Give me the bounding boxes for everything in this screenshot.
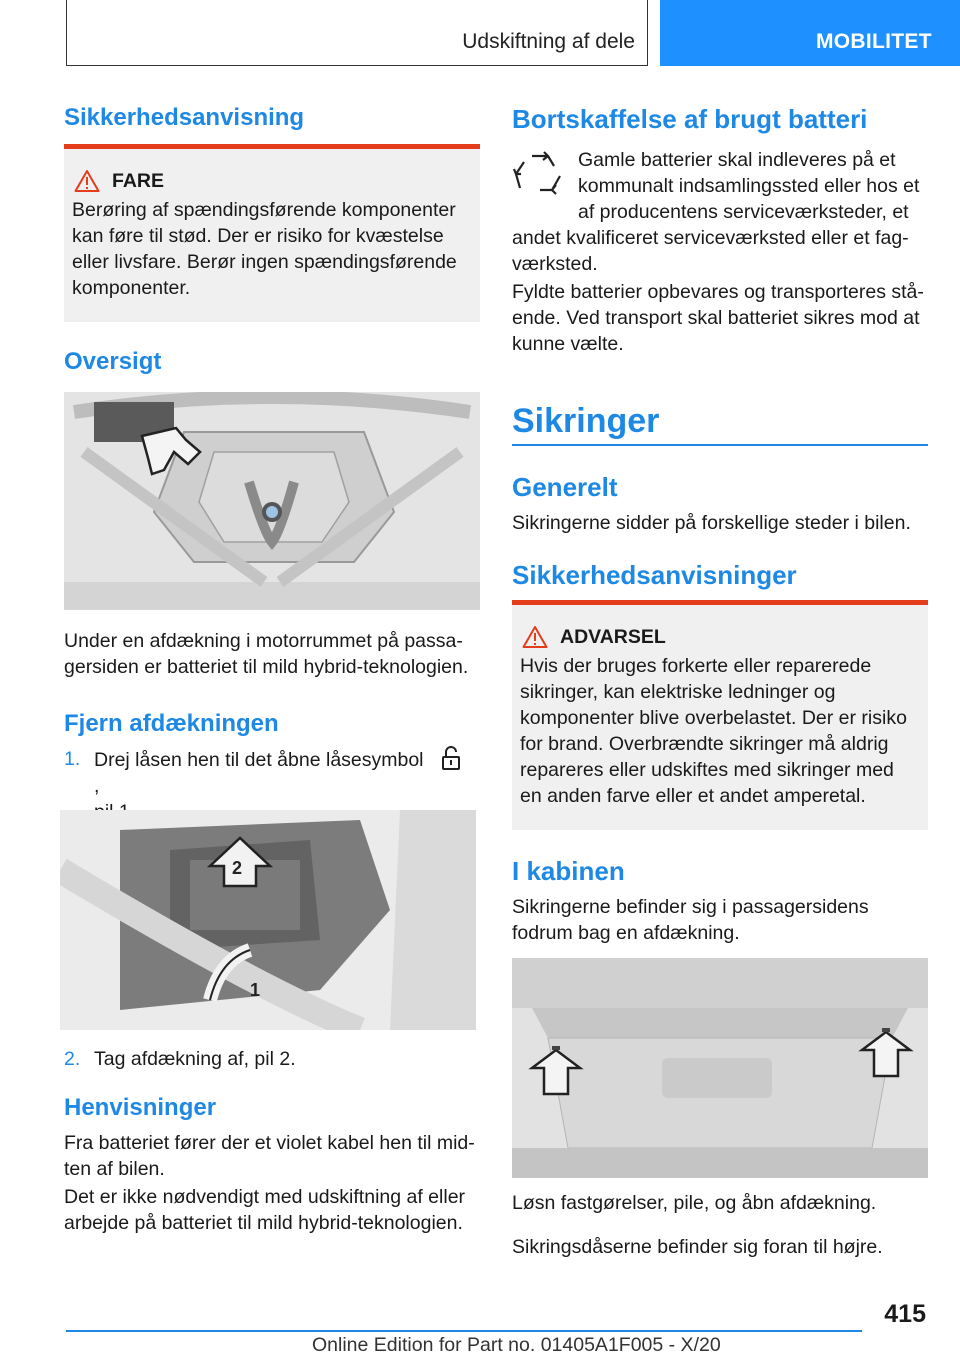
header-section-title: Udskiftning af dele xyxy=(462,30,635,53)
step-text: Tag afdækning af, pil 2. xyxy=(94,1048,296,1070)
cabin-caption: Løsn fastgørelser, pile, og åbn afdækning. xyxy=(512,1192,877,1214)
footer-rule xyxy=(66,1330,862,1332)
header-section-box xyxy=(66,0,648,66)
disposal-line: Gamle batterier skal indleveres på et xyxy=(578,149,896,171)
engine-bay-drawing xyxy=(64,392,480,610)
notes-paragraph-1: Fra batteriet fører der et violet kabel hen til midten af bilen. xyxy=(64,1132,475,1180)
engine-bay-image xyxy=(64,392,480,610)
remove-cover-heading: Fjern afdækningen xyxy=(64,710,279,737)
warning-box xyxy=(512,600,928,830)
header-chapter-tab[interactable]: MOBILITET xyxy=(660,0,960,66)
warning-triangle-icon xyxy=(522,625,548,649)
warning-text: Hvis der bruges forkerte eller reparerede sikringer, kan elektriske ledninger og komponenter blive overbelastet. Der er risiko for brand. Overbrændte sikringer må aldrig repareres eller udskiftes med sikringer med en anden farve eller et andet amperetal. xyxy=(520,655,907,807)
disposal-line: af producentens serviceværksteder, et xyxy=(578,201,909,223)
step-2 xyxy=(64,1046,480,1072)
notes-paragraph-2: Det er ikke nødvendigt med udskiftning af eller arbejde på batteriet til mild hybrid-teknologien. xyxy=(64,1186,466,1234)
unlocked-padlock-icon xyxy=(429,746,477,772)
fuses-heading: Sikringer xyxy=(512,402,660,440)
step-number: 1. xyxy=(64,748,81,770)
disposal-paragraph-2: Fyldte batterier opbevares og transporteres stående. Ved transport skal batteriet sikres mod at kunne vælte. xyxy=(512,281,924,355)
cover-removal-image xyxy=(60,810,476,1030)
danger-text: Berøring af spændingsførende komponenter kan føre til stød. Der er risiko for kvæstelse eller livsfare. Berør ingen spændingsførende komponenter. xyxy=(72,199,457,299)
safety-instructions-heading: Sikkerhedsanvisninger xyxy=(512,560,797,590)
cabin-heading: I kabinen xyxy=(512,856,625,886)
warning-label: ADVARSEL xyxy=(560,625,666,648)
figure-label-2: 2 xyxy=(232,858,243,878)
cabin-text: Sikringerne befinder sig i passagersidens fodrum bag en afdækning. xyxy=(512,896,869,944)
general-text: Sikringerne sidder på forskellige steder i bilen. xyxy=(512,512,911,534)
warning-triangle-icon xyxy=(74,169,100,193)
cover-removal-drawing xyxy=(60,810,476,1030)
cabin-footwell-drawing xyxy=(512,958,928,1178)
danger-box xyxy=(64,144,480,322)
recycle-icon xyxy=(512,150,568,204)
disposal-paragraph-1-top xyxy=(578,147,928,225)
warning-header xyxy=(522,625,928,649)
notes-heading: Henvisninger xyxy=(64,1094,217,1121)
overview-caption: Under en afdækning i motorrummet på passagersiden er batteriet til mild hybrid-teknologien. xyxy=(64,630,469,678)
disposal-line: kommunalt indsamlingssted eller hos et xyxy=(578,175,920,197)
overview-heading: Oversigt xyxy=(64,348,162,375)
step-text: Drej låsen hen til det åbne låsesymbol xyxy=(94,749,424,771)
page-number: 415 xyxy=(884,1300,926,1328)
step-number: 2. xyxy=(64,1048,81,1070)
cabin-footwell-image xyxy=(512,958,928,1178)
fuses-heading-rule xyxy=(512,444,928,446)
disposal-paragraph-1-rest: andet kvalificeret serviceværksted eller et fagværksted. xyxy=(512,227,909,275)
safety-heading: Sikkerhedsanvisning xyxy=(64,104,305,131)
danger-header xyxy=(74,169,480,193)
figure-label-1: 1 xyxy=(250,980,261,1000)
general-heading: Generelt xyxy=(512,472,618,502)
danger-label: FARE xyxy=(112,169,165,192)
fusebox-location-text: Sikringsdåserne befinder sig foran til højre. xyxy=(512,1236,883,1258)
step-text-tail: , xyxy=(94,775,100,797)
edition-footer: Online Edition for Part no. 01405A1F005 - X/20 xyxy=(312,1334,721,1356)
disposal-heading: Bortskaffelse af brugt batteri xyxy=(512,104,868,134)
